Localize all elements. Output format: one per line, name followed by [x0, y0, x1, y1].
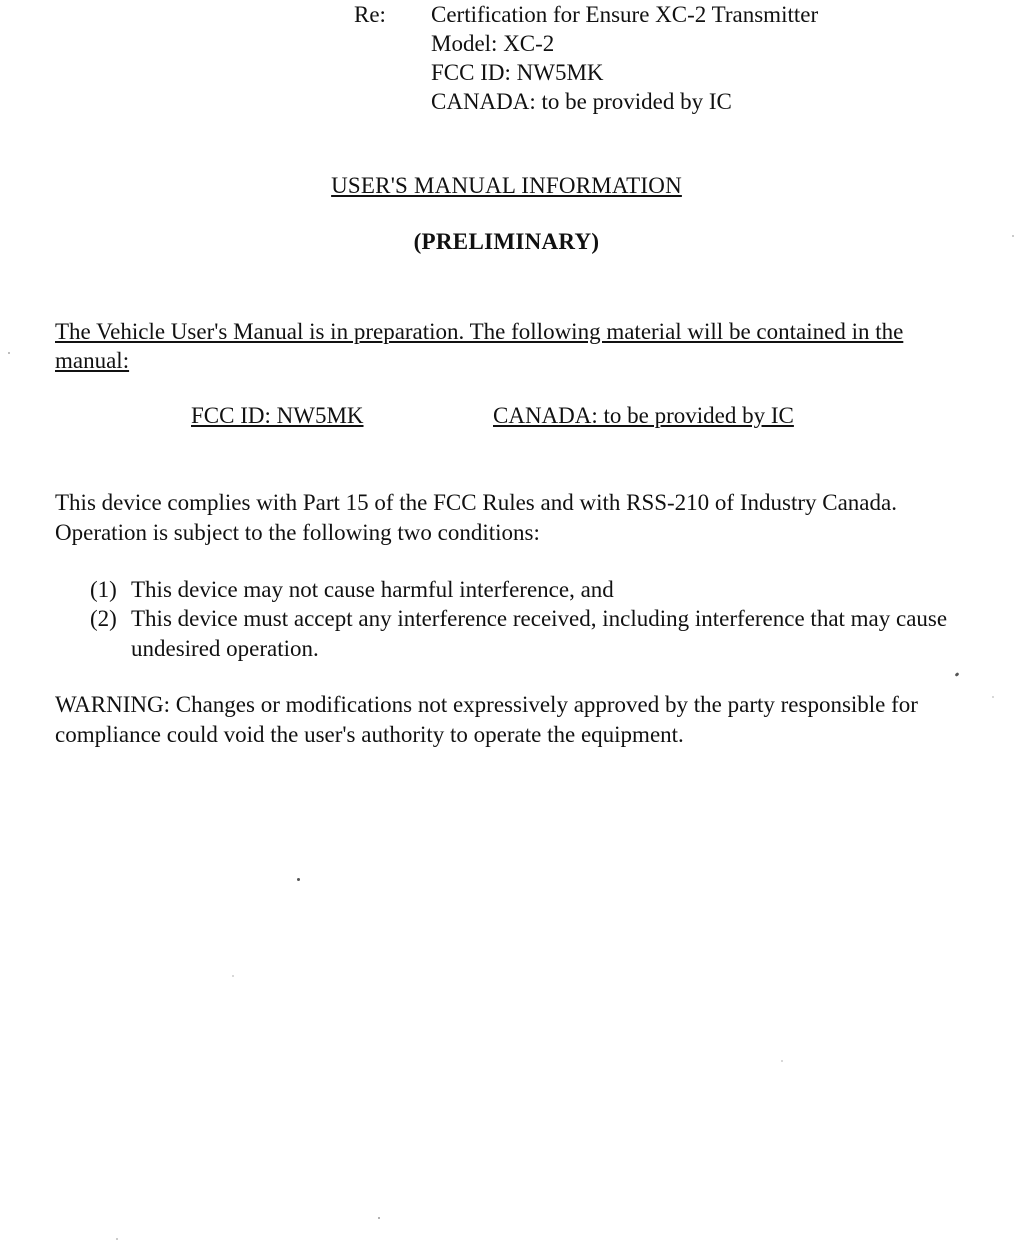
- scan-speck: [955, 672, 960, 677]
- scan-speck: [297, 878, 300, 881]
- scan-speck: [232, 975, 234, 977]
- scan-speck: [781, 1060, 783, 1062]
- scan-speck: [992, 696, 994, 698]
- scan-speck: [378, 1217, 380, 1219]
- scan-speck: [116, 1238, 118, 1240]
- re-subject-block: [431, 0, 818, 116]
- fcc-id-label: FCC ID: NW5MK: [191, 403, 364, 428]
- section-title: USER'S MANUAL INFORMATION: [331, 173, 682, 198]
- condition-item: [90, 604, 970, 664]
- canada-id-label: CANADA: to be provided by IC: [493, 403, 794, 428]
- re-canada-line: CANADA: to be provided by IC: [431, 89, 732, 114]
- scan-speck: [8, 352, 10, 354]
- compliance-paragraph: This device complies with Part 15 of the FCC Rules and with RSS-210 of Industry Canada. Operation is subject to the following two conditions:: [55, 490, 897, 545]
- re-model-line: Model: XC-2: [431, 31, 555, 56]
- re-fcc-line: FCC ID: NW5MK: [431, 60, 604, 85]
- condition-text: This device must accept any interference received, including interference that may cause undesired operation.: [131, 606, 948, 661]
- condition-text: This device may not cause harmful interference, and: [131, 577, 614, 602]
- re-subject-line: Certification for Ensure XC-2 Transmitter: [431, 2, 819, 27]
- condition-item: [90, 575, 970, 605]
- scan-speck: [1012, 235, 1014, 237]
- re-label: Re:: [354, 2, 386, 27]
- condition-number: (2): [90, 606, 117, 631]
- warning-paragraph: WARNING: Changes or modifications not expressively approved by the party responsible for compliance could void the user's authority to operate the equipment.: [55, 692, 918, 747]
- intro-paragraph: The Vehicle User's Manual is in preparation. The following material will be contained in the manual:: [55, 319, 904, 373]
- condition-number: (1): [90, 577, 117, 602]
- preliminary-label: (PRELIMINARY): [413, 229, 600, 254]
